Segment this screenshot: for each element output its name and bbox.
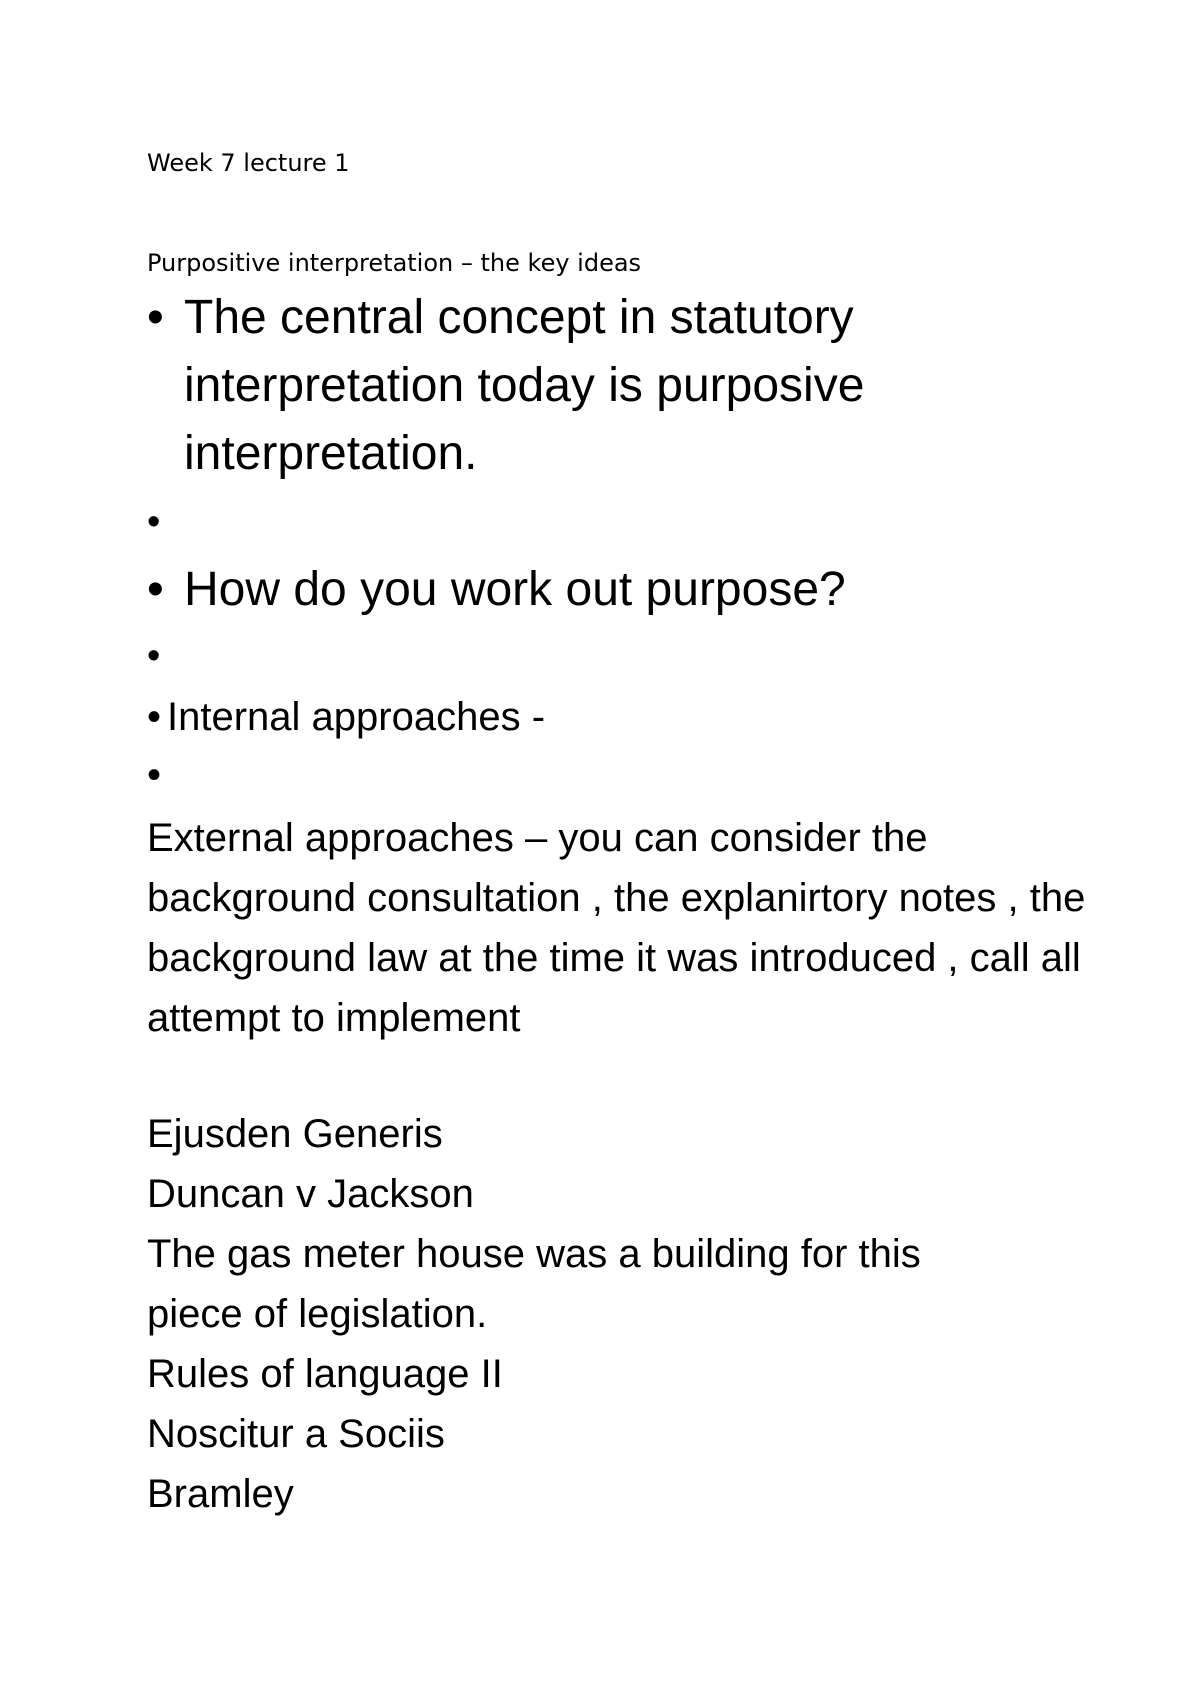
note-line: Duncan v Jackson — [147, 1172, 474, 1216]
external-approaches-paragraph: External approaches – you can consider the background consultation , the explanirtory notes , the background law at the time it was introduced , call all attempt to implement — [147, 816, 1086, 1040]
document-heading: Week 7 lecture 1 — [147, 149, 350, 177]
bullet-dot: • — [147, 501, 161, 543]
bullet-dot: • — [147, 563, 164, 616]
bullet-dot: • — [147, 291, 164, 344]
note-line: piece of legislation. — [147, 1292, 488, 1336]
bullet-item-empty — [147, 624, 1107, 688]
bullet-item-central — [147, 284, 1107, 488]
bullet-text-how: How do you work out purpose? — [184, 563, 846, 616]
note-line: The gas meter house was a building for this — [147, 1232, 921, 1276]
bullet-list — [147, 284, 1107, 797]
bullet-item-how — [147, 556, 1107, 624]
bullet-text-central: The central concept in statutory interpretation today is purposive interpretation. — [184, 291, 865, 480]
bullet-item-internal — [147, 688, 1107, 746]
bullet-dot: • — [147, 695, 162, 739]
document-subheading: Purpositive interpretation – the key ideas — [147, 249, 642, 277]
note-line: Ejusden Generis — [147, 1112, 443, 1156]
bullet-text-internal: Internal approaches - — [167, 695, 546, 739]
note-line: Rules of language II — [147, 1352, 503, 1396]
bullet-item-empty — [147, 488, 1107, 556]
bullet-dot: • — [147, 753, 162, 797]
notes-lines — [147, 1104, 1087, 1524]
note-line: Bramley — [147, 1472, 294, 1516]
bullet-dot: • — [147, 635, 161, 677]
note-line: Noscitur a Sociis — [147, 1412, 445, 1456]
